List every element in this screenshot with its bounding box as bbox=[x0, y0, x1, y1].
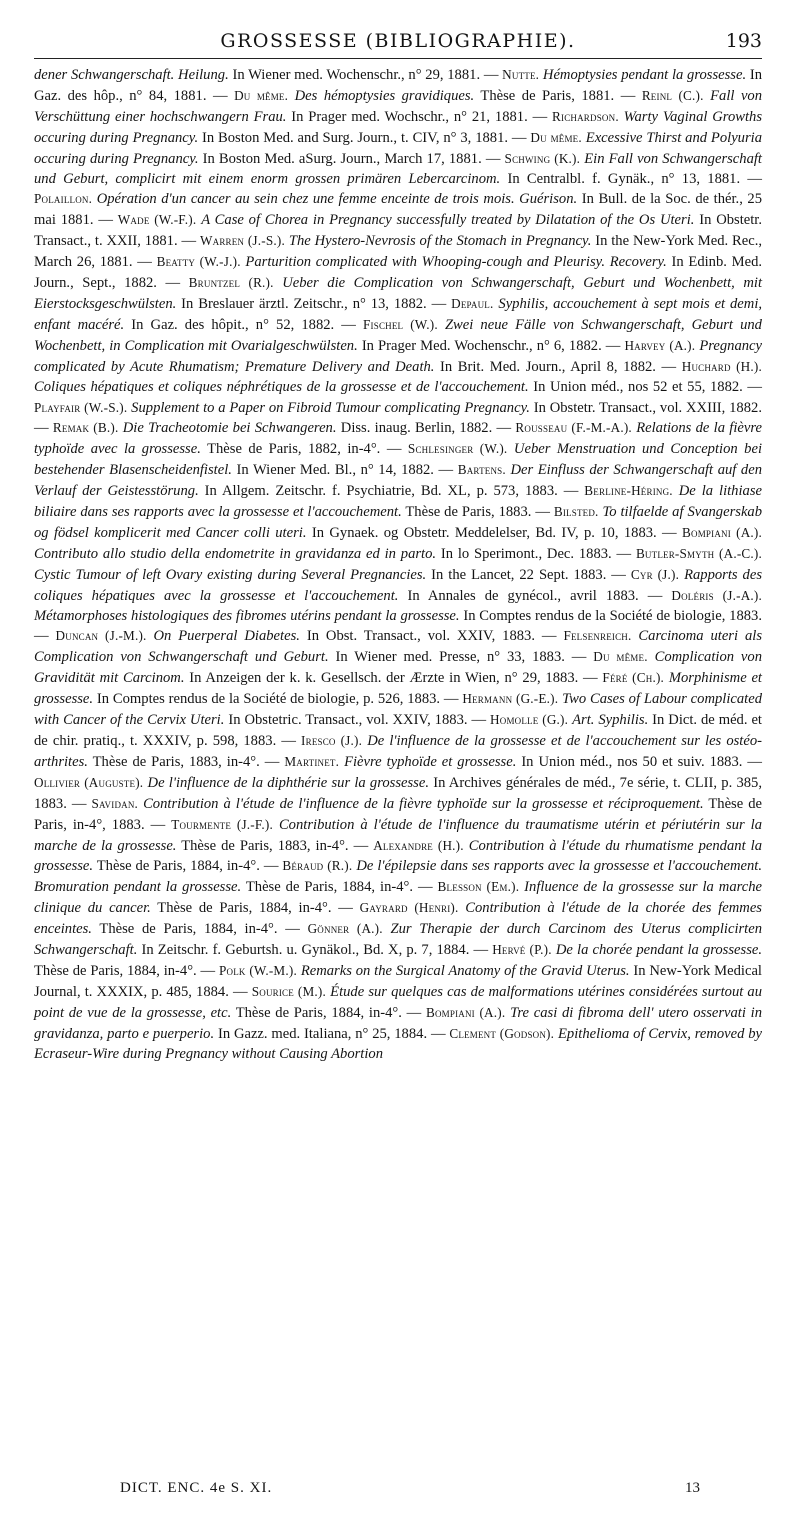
entry-separator: — bbox=[277, 921, 308, 938]
entry-source: In Gaz. des hôpit., n° 52, 1882. bbox=[124, 316, 335, 333]
entry-title: Contribution à l'étude de l'influence du traumatisme utérin et périutérin sur la marche de la grossesse. bbox=[34, 816, 763, 854]
entry-separator: — bbox=[531, 504, 554, 521]
entry-title: Remarks on the Surgical Anatomy of the Gravid Uterus. bbox=[300, 962, 630, 979]
entry-source: Thèse de Paris, 1884, in-4°. bbox=[91, 921, 278, 938]
entry-separator: — bbox=[614, 87, 642, 104]
entry-title: Opération d'un cancer au sein chez une femme enceinte de trois mois. Guérison. bbox=[96, 191, 578, 208]
entry-source: In Wiener med. Wochenschr., n° 29, 1881. bbox=[228, 67, 481, 83]
entry-title: Contribution à l'étude de l'influence de la fièvre typhoïde sur la grossesse et réciproquement. bbox=[143, 795, 704, 812]
entry-source: In Dict. de méd. et de chir. pratiq., t. XXXIV, p. 598, 1883. bbox=[34, 712, 762, 749]
entry-separator: — bbox=[206, 87, 235, 104]
entry-separator: — bbox=[259, 753, 285, 770]
entry-separator: — bbox=[380, 441, 408, 458]
entry-author: Berline-Héring. bbox=[584, 483, 673, 499]
entry-title: Supplement to a Paper on Fibroid Tumour complicating Pregnancy. bbox=[131, 399, 530, 416]
entry-source: In Wiener Med. Bl., n° 14, 1882. bbox=[231, 462, 434, 479]
entry-author: Clement (Godson). bbox=[449, 1025, 555, 1041]
entry-author: Depaul. bbox=[451, 295, 494, 311]
entry-author: Du même. bbox=[593, 649, 648, 665]
entry-separator: — bbox=[34, 420, 53, 437]
entry-title: Complication von Gravidität mit Carcinom. bbox=[34, 649, 762, 687]
entry-separator: — bbox=[557, 483, 585, 500]
entry-separator: — bbox=[276, 733, 302, 749]
entry-source: Thèse de Paris, 1883, in-4°. bbox=[176, 837, 349, 854]
entry-separator: — bbox=[740, 170, 763, 187]
entry-title: De la lithiase biliaire dans ses rapports avec la grossesse et l'accouchement. bbox=[34, 483, 762, 521]
entry-author: Remak (B.). bbox=[52, 420, 119, 436]
entry-author: Du même. bbox=[530, 129, 582, 145]
entry-author: Wade (W.-F.). bbox=[117, 212, 197, 228]
entry-title: Die Tracheotomie bei Schwangeren. bbox=[122, 420, 337, 437]
entry-title: Morphinisme et grossesse. bbox=[34, 670, 762, 708]
entry-author: Schwing (K.). bbox=[504, 150, 581, 166]
entry-title: Ueber Menstruation und Conception bei bestehender Blasenscheidenfistel. bbox=[34, 441, 762, 479]
entry-author: Bruntzel (R.). bbox=[188, 275, 274, 291]
entry-title: Coliques hépatiques et coliques néphrétiques de la grossesse et de l'accouchement. bbox=[34, 378, 529, 395]
entry-source: Thèse de Paris, in-4°, 1883. bbox=[34, 795, 763, 833]
entry-author: Hervé (P.). bbox=[492, 942, 552, 958]
entry-separator: — bbox=[655, 358, 682, 375]
entry-author: Rousseau (F.-M.-A.). bbox=[515, 420, 632, 436]
entry-separator: — bbox=[492, 420, 516, 437]
entry-title: Relations de la fièvre typhoïde avec la grossesse. bbox=[34, 420, 762, 458]
running-title: GROSSESSE (BIBLIOGRAPHIE). bbox=[220, 30, 576, 52]
entry-title: De l'influence de la diphthérie sur la grossesse. bbox=[147, 774, 429, 791]
entry-title: Syphilis, accouchement à sept mois et demi, enfant macéré. bbox=[34, 295, 763, 333]
entry-title: Zwei neue Fälle von Schwangerschaft, Geburt und Wochenbett, in Complication mit Ovarialgeschwülsten. bbox=[34, 316, 762, 354]
entry-title: Art. Syphilis. bbox=[572, 712, 649, 729]
entry-author: Polk (W.-M.). bbox=[218, 962, 297, 978]
bib-entry bbox=[206, 88, 614, 104]
entry-source: In Prager Med. Wochenschr., n° 6, 1882. bbox=[357, 337, 602, 354]
sheet-number: 13 bbox=[685, 1480, 700, 1496]
entry-separator: — bbox=[66, 795, 92, 812]
entry-source: Thèse de Paris, 1884, in-4°. bbox=[93, 858, 260, 875]
entry-source: Diss. inaug. Berlin, 1882. bbox=[336, 420, 493, 437]
entry-title: Epithelioma of Cervix, removed by Ecraseur-Wire during Pregnancy without Causing Abortion bbox=[34, 1025, 763, 1062]
entry-author: Bartens. bbox=[457, 462, 506, 478]
entry-source: Thèse de Paris, 1882, in-4°. bbox=[200, 441, 381, 458]
entry-separator: — bbox=[156, 275, 189, 292]
entry-title: Contribution à l'étude de la chorée des femmes enceintes. bbox=[34, 900, 762, 938]
entry-title: Carcinoma uteri als Complication von Schwangerschaft und Geburt. bbox=[34, 628, 763, 666]
entry-author: Féré (Ch.). bbox=[602, 670, 665, 686]
entry-author: Alexandre (H.). bbox=[373, 837, 464, 853]
entry-separator: — bbox=[334, 316, 364, 333]
entry-author: Béraud (R.). bbox=[282, 858, 353, 874]
entry-separator: — bbox=[177, 233, 200, 250]
entry-title: Excessive Thirst and Polyuria occuring during Pregnancy. bbox=[34, 129, 763, 167]
entry-author: Savidan. bbox=[91, 795, 139, 811]
entry-separator: — bbox=[413, 879, 438, 896]
entry-separator: — bbox=[433, 462, 458, 479]
entry-separator: — bbox=[93, 212, 118, 229]
entry-separator: — bbox=[638, 587, 672, 604]
bib-entry bbox=[34, 67, 480, 83]
entry-author: Iresco (J.). bbox=[301, 733, 363, 748]
entry-source: Thèse de Paris, 1883. bbox=[401, 504, 532, 521]
entry-source: In Anzeigen der k. k. Gesellsch. der Ærzte in Wien, n° 29, 1883. bbox=[184, 670, 579, 687]
entry-source: In Obstetr. Transact., t. XXII, 1881. bbox=[34, 212, 763, 250]
signature-mark: DICT. ENC. 4e S. XI. bbox=[120, 1480, 273, 1496]
entry-separator: — bbox=[34, 628, 56, 645]
entry-source: In Obst. Transact., vol. XXIV, 1883. bbox=[299, 628, 535, 645]
entry-separator: — bbox=[601, 337, 625, 354]
entry-author: Nutte. bbox=[502, 67, 540, 82]
entry-source: In Brit. Med. Journ., April 8, 1882. bbox=[434, 358, 656, 375]
entry-author: Bompiani (A.). bbox=[682, 524, 763, 540]
entry-separator: — bbox=[535, 628, 564, 645]
entry-author: Gönner (A.). bbox=[307, 921, 383, 937]
entry-source: In Centralbl. f. Gynäk., n° 13, 1881. bbox=[500, 170, 741, 187]
entry-source: In the New-York Med. Rec., March 26, 1881. bbox=[34, 233, 763, 271]
entry-author: Blesson (Em.). bbox=[437, 879, 520, 895]
bibliography-text bbox=[34, 65, 762, 1065]
entry-source: In New-York Medical Journal, t. XXXIX, p. 485, 1884. bbox=[34, 962, 762, 1000]
bib-entry bbox=[260, 754, 743, 770]
entry-separator: — bbox=[348, 837, 374, 854]
entry-title: Warty Vaginal Growths occuring during Pregnancy. bbox=[34, 108, 762, 146]
entry-source: Thèse de Paris, 1881. bbox=[474, 87, 615, 104]
entry-title: To tilfaelde af Svangerskab og födsel komplicerit med Cancer colli uteri. bbox=[34, 504, 763, 541]
entry-separator: — bbox=[440, 691, 463, 708]
entry-author: Duncan (J.-M.). bbox=[55, 628, 147, 644]
entry-title: Zur Therapie der durch Carcinom des Uterus complicirten Schwangerschaft. bbox=[34, 921, 763, 959]
entry-title: Tre casi di fibroma dell' utero osservati in gravidanza, parto e puerperio. bbox=[34, 1004, 762, 1042]
entry-separator: — bbox=[228, 983, 252, 1000]
entry-source: In lo Sperimont., Dec. 1883. bbox=[436, 545, 612, 562]
entry-source: Thèse de Paris, 1884, in-4°. bbox=[231, 1004, 402, 1021]
entry-separator: — bbox=[196, 962, 219, 979]
entry-source: In Breslauer ärztl. Zeitschr., n° 13, 1882. bbox=[176, 295, 427, 312]
entry-source: Thèse de Paris, 1884, in-4°. bbox=[34, 962, 197, 979]
entry-title: On Puerperal Diabetes. bbox=[153, 628, 300, 645]
entry-separator: — bbox=[480, 67, 503, 83]
entry-source: In Obstetric. Transact., vol. XXIV, 1883. bbox=[224, 712, 468, 729]
entry-source: In Obstetr. Transact., vol. XXIII, 1882. bbox=[529, 399, 762, 416]
entry-title: De l'épilepsie dans ses rapports avec la grossesse et l'accouchement. Bromuration pendant la grossesse. bbox=[34, 858, 763, 896]
entry-title: Rapports des coliques hépatiques avec la grossesse et l'accouchement. bbox=[34, 566, 763, 604]
entry-source: In Edinb. Med. Journ., Sept., 1882. bbox=[34, 254, 763, 292]
entry-separator: — bbox=[508, 129, 531, 146]
entry-source: In Zeitschr. f. Geburtsh. u. Gynäkol., Bd. X, p. 7, 1884. bbox=[137, 942, 470, 959]
entry-source: In Annales de gynécol., avril 1883. bbox=[398, 587, 639, 604]
entry-separator: — bbox=[742, 753, 762, 770]
entry-author: Hermann (G.-E.). bbox=[462, 691, 559, 707]
entry-separator: — bbox=[144, 816, 172, 833]
bib-entry bbox=[34, 420, 492, 436]
entry-author: Bompiani (A.). bbox=[425, 1004, 506, 1020]
entry-title: Étude sur quelques cas de malformations utérines considérées surtout au point de vue de la grossesse, etc. bbox=[34, 983, 763, 1021]
entry-source: In Prager med. Wochschr., n° 21, 1881. bbox=[286, 108, 528, 125]
entry-title: dener Schwangerschaft. Heilung. bbox=[34, 67, 229, 83]
entry-title: Fall von Verschüttung einer hochschwangern Frau. bbox=[34, 87, 763, 125]
entry-separator: — bbox=[401, 1004, 426, 1021]
entry-separator: — bbox=[742, 378, 763, 395]
entry-separator: — bbox=[611, 545, 636, 562]
entry-source: Thèse de Paris, 1884, in-4°. bbox=[150, 900, 332, 917]
entry-title: De l'influence de la grossesse et de l'accouchement sur les ostéo-arthrites. bbox=[34, 733, 762, 770]
entry-author: Doléris (J.-A.). bbox=[671, 587, 763, 603]
entry-separator: — bbox=[578, 670, 603, 687]
entry-author: Polaillon. bbox=[34, 191, 93, 207]
entry-separator: — bbox=[426, 295, 452, 312]
entry-source: In Comptes rendus de la Société de biologie, 1883. bbox=[459, 607, 762, 624]
entry-separator: — bbox=[331, 900, 360, 917]
entry-author: Huchard (H.). bbox=[681, 358, 762, 374]
entry-source: Thèse de Paris, 1883, in-4°. bbox=[87, 753, 260, 770]
entry-author: Martinet. bbox=[284, 753, 340, 769]
entry-source: In Allgem. Zeitschr. f. Psychiatrie, Bd. XL, p. 573, 1883. bbox=[198, 483, 558, 500]
entry-author: Butler-Smyth (A.-C.). bbox=[635, 545, 762, 561]
entry-author: Playfair (W.-S.). bbox=[34, 399, 128, 415]
entry-separator: — bbox=[469, 942, 493, 959]
entry-title: Parturition complicated with Whooping-cough and Pleurisy. Recovery. bbox=[245, 254, 667, 271]
entry-source: In Wiener med. Presse, n° 33, 1883. bbox=[328, 649, 565, 666]
entry-separator: — bbox=[527, 108, 553, 125]
entry-title: Des hémoptysies gravidiques. bbox=[294, 87, 475, 104]
entry-separator: — bbox=[259, 858, 283, 875]
entry-source: In Archives générales de méd., 7e série, t. CLII, p. 385, 1883. bbox=[34, 774, 762, 812]
entry-source: In Boston Med. aSurg. Journ., March 17, 1881. bbox=[198, 150, 482, 167]
entry-author: Warren (J.-S.). bbox=[199, 233, 285, 249]
entry-separator: — bbox=[564, 649, 594, 666]
entry-title: A Case of Chorea in Pregnancy successfully treated by Dilatation of the Os Uteri. bbox=[201, 212, 695, 229]
entry-author: Richardson. bbox=[552, 108, 619, 124]
entry-author: Ollivier (Auguste). bbox=[34, 774, 144, 790]
entry-source: In Gynaek. og Obstetr. Meddelelser, Bd. IV, p. 10, 1883. bbox=[306, 524, 657, 541]
entry-author: Felsenreich. bbox=[563, 628, 632, 644]
entry-source: Thèse de Paris, 1884, in-4°. bbox=[241, 879, 414, 896]
entry-author: Harvey (A.). bbox=[624, 337, 696, 353]
entry-title: Ein Fall von Schwangerschaft und Geburt, complicirt mit einem enorm grossen primären Lebercarcinom. bbox=[34, 150, 762, 187]
entry-title: Métamorphoses histologiques des fibromes utérins pendant la grossesse. bbox=[34, 607, 460, 624]
entry-separator: — bbox=[481, 150, 505, 167]
entry-author: Du même. bbox=[234, 87, 289, 103]
entry-separator: — bbox=[606, 566, 631, 583]
entry-source: In Comptes rendus de la Société de biologie, p. 526, 1883. bbox=[93, 691, 441, 708]
entry-author: Gayrard (Henri). bbox=[359, 900, 459, 916]
entry-source: In Boston Med. and Surg. Journ., t. CIV, n° 3, 1881. bbox=[198, 129, 509, 146]
entry-author: Fischel (W.). bbox=[363, 316, 438, 332]
entry-separator: — bbox=[467, 712, 491, 729]
entry-author: Homolle (G.). bbox=[490, 712, 569, 728]
entry-source: In Union méd., nos 52 et 55, 1882. bbox=[528, 378, 743, 395]
entry-title: Contribution à l'étude du rhumatisme pendant la grossesse. bbox=[34, 837, 762, 875]
entry-source: In Gaz. des hôp., n° 84, 1881. bbox=[34, 67, 762, 104]
page-number: 193 bbox=[725, 30, 762, 52]
page-footer bbox=[120, 1480, 700, 1502]
entry-title: The Hystero-Nevrosis of the Stomach in Pregnancy. bbox=[288, 233, 592, 250]
entry-title: Hémoptysies pendant la grossesse. bbox=[542, 67, 747, 83]
entry-source: In the Lancet, 22 Sept. 1883. bbox=[426, 566, 607, 583]
entry-title: Cystic Tumour of left Ovary existing during Several Pregnancies. bbox=[34, 566, 427, 583]
entry-title: De la chorée pendant la grossesse. bbox=[555, 942, 763, 959]
bib-entry bbox=[34, 628, 535, 644]
entry-title: Der Einfluss der Schwangerschaft auf den Verlauf der Geistesstörung. bbox=[34, 462, 763, 500]
entry-separator: — bbox=[132, 254, 157, 271]
entry-source: In Bull. de la Soc. de thér., 25 mai 1881. bbox=[34, 191, 762, 229]
entry-author: Reinl (C.). bbox=[641, 87, 704, 103]
entry-author: Schlesinger (W.). bbox=[407, 441, 508, 457]
running-header bbox=[34, 30, 762, 59]
entry-author: Tourmente (J.-F.). bbox=[171, 816, 273, 832]
entry-title: Two Cases of Labour complicated with Cancer of the Cervix Uteri. bbox=[34, 691, 763, 729]
entry-source: In Union méd., nos 50 et suiv. 1883. bbox=[516, 753, 743, 770]
entry-title: Ueber die Complication von Schwangerschaft, Geburt und Wochenbett, mit Eierstocksgeschwülsten. bbox=[34, 275, 763, 312]
entry-source: In Gazz. med. Italiana, n° 25, 1884. bbox=[214, 1025, 428, 1042]
entry-title: Fièvre typhoïde et grossesse. bbox=[344, 753, 517, 770]
entry-author: Cyr (J.). bbox=[630, 566, 680, 582]
entry-title: Influence de la grossesse sur la marche clinique du cancer. bbox=[34, 879, 763, 917]
entry-separator: — bbox=[656, 524, 683, 541]
entry-author: Sourice (M.). bbox=[251, 983, 327, 999]
entry-title: Contributo allo studio della endometrite in gravidanza ed in parto. bbox=[34, 545, 437, 562]
entry-separator: — bbox=[427, 1025, 450, 1042]
entry-author: Beatty (W.-J.). bbox=[156, 254, 241, 270]
entry-author: Bilsted. bbox=[553, 504, 599, 520]
entry-title: Pregnancy complicated by Acute Rhumatism; Premature Delivery and Death. bbox=[34, 337, 762, 375]
